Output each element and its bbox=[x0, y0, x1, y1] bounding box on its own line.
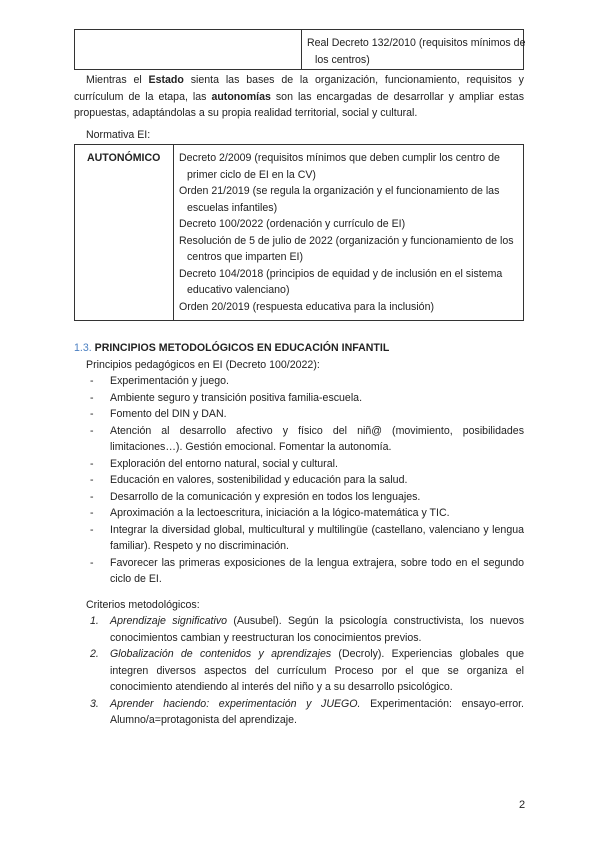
list-item: - Experimentación y juego. bbox=[90, 375, 229, 387]
intro-autonomias: autonomías bbox=[211, 90, 271, 103]
normativa-label: Normativa EI: bbox=[86, 129, 151, 141]
intro-text-c: son las encargadas de desarrollar y ampliar estas propuestas, adaptándolas a su propia realidad territorial, social y cultural. bbox=[74, 90, 524, 119]
table-divider bbox=[301, 30, 302, 69]
intro-paragraph bbox=[74, 72, 524, 122]
normativa-item: Decreto 104/2018 (principios de equidad y de inclusión en el sistema educativo valenciano) bbox=[179, 267, 503, 296]
list-item: - Atención al desarrollo afectivo y físico del niñ@ (movimiento, posibilidades limitaciones…). Gestión emocional. Fomentar la autonomía. bbox=[90, 424, 524, 453]
list-item: - Ambiente seguro y transición positiva familia-escuela. bbox=[90, 391, 363, 404]
section-heading bbox=[74, 340, 389, 357]
normativa-item: Orden 20/2019 (respuesta educativa para la inclusión) bbox=[179, 300, 434, 313]
intro-text-b: sienta las bases de la organización, funcionamiento, requisitos y currículum de la etapa, las bbox=[74, 74, 524, 103]
top-legislation-table bbox=[74, 29, 524, 70]
normativa-item: Decreto 100/2022 (ordenación y currículo de EI) bbox=[179, 218, 406, 230]
principios-label: Principios pedagógicos en EI (Decreto 100/2022): bbox=[86, 359, 320, 371]
list-item: 1. Aprendizaje significativo (Ausubel). Según la psicología constructivista, los nuevos conocimientos cambian y reestructuran los conocimientos previos. bbox=[90, 615, 524, 644]
section-number: 1.3. bbox=[74, 342, 92, 354]
normativa-category: AUTONÓMICO bbox=[87, 152, 161, 164]
list-item: - Integrar la diversidad global, multicultural y multilingüe (castellano, valenciano y lengua familiar). Respeto y no discriminación. bbox=[90, 523, 524, 552]
list-item: - Exploración del entorno natural, social y cultural. bbox=[90, 457, 338, 470]
list-item: - Desarrollo de la comunicación y expresión en todos los lenguajes. bbox=[90, 490, 421, 503]
table-divider bbox=[173, 145, 174, 320]
list-item: 3. Aprender haciendo: experimentación y JUEGO. Experimentación: ensayo-error. Alumno/a=protagonista del aprendizaje. bbox=[90, 697, 524, 726]
list-item: 2. Globalización de contenidos y aprendizajes (Decroly). Experiencias globales que integren diversos aspectos del currículum Proceso por el que se organiza el conocimiento atendiendo al interés del niño y a su desarrollo psicológico. bbox=[90, 648, 524, 693]
normativa-table bbox=[74, 144, 524, 321]
list-item: - Favorecer las primeras exposiciones de la lengua extrajera, sobre todo en el segundo ciclo de EI. bbox=[90, 556, 524, 585]
list-item: - Fomento del DIN y DAN. bbox=[90, 408, 227, 420]
table-cell-real-decreto: Real Decreto 132/2010 (requisitos mínimos de los centros) bbox=[307, 37, 526, 66]
principios-list bbox=[86, 373, 524, 588]
list-item: - Educación en valores, sostenibilidad y educación para la salud. bbox=[90, 474, 408, 486]
normativa-item: Decreto 2/2009 (requisitos mínimos que deben cumplir los centro de primer ciclo de EI en la CV) bbox=[179, 152, 500, 181]
normativa-list bbox=[179, 150, 519, 315]
list-item: - Aproximación a la lectoescritura, iniciación a la lógico-matemática y TIC. bbox=[90, 507, 450, 519]
intro-text-a: Mientras el bbox=[86, 74, 149, 86]
criterios-label: Criterios metodológicos: bbox=[86, 599, 200, 611]
intro-estado: Estado bbox=[148, 74, 184, 86]
normativa-item: Resolución de 5 de julio de 2022 (organización y funcionamiento de los centros que imparten EI) bbox=[179, 234, 514, 263]
normativa-item: Orden 21/2019 (se regula la organización y el funcionamiento de las escuelas infantiles) bbox=[179, 185, 500, 214]
page-number: 2 bbox=[519, 799, 526, 811]
section-title: PRINCIPIOS METODOLÓGICOS EN EDUCACIÓN INFANTIL bbox=[94, 342, 390, 354]
criterios-list bbox=[86, 613, 524, 729]
